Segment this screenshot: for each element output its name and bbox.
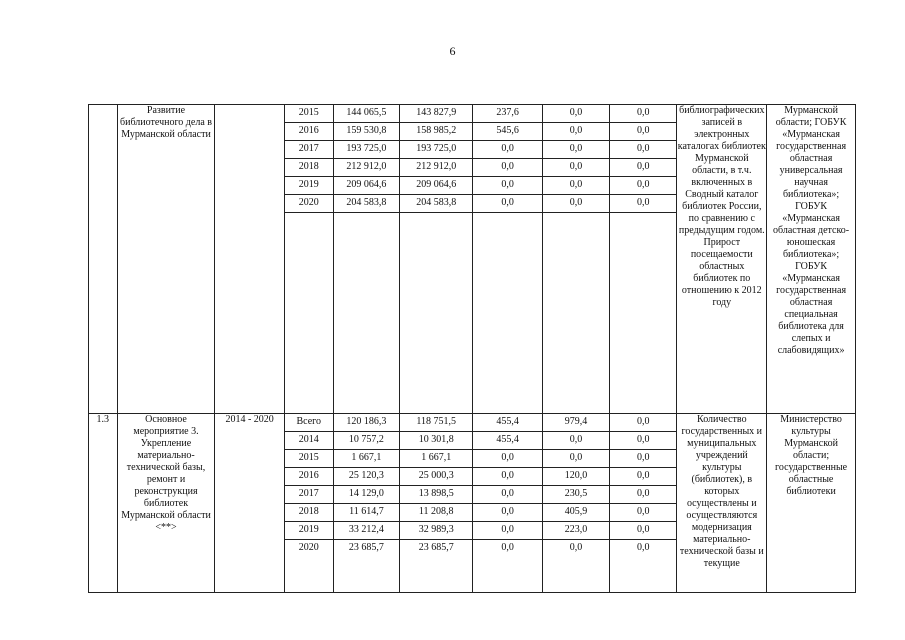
value-cell: 0,0 (473, 504, 542, 522)
value-cell: 0,0 (610, 468, 677, 486)
value-cell: 0,0 (542, 141, 609, 159)
value-cell: 0,0 (473, 177, 542, 195)
table-row (89, 414, 856, 432)
year-cell: 2020 (284, 195, 333, 213)
value-cell: 0,0 (610, 450, 677, 468)
value-cell: 143 827,9 (400, 105, 473, 123)
value-cell: 0,0 (610, 522, 677, 540)
value-cell: 0,0 (542, 450, 609, 468)
section-b-indicator: Количество государственных и муниципальных учреждений культуры (библиотек), в которых осуществлены и осуществляются модернизация материально-технической базы и текущие (677, 414, 767, 593)
value-cell: 23 685,7 (333, 540, 399, 593)
value-cell: 158 985,2 (400, 123, 473, 141)
value-cell: 118 751,5 (400, 414, 473, 432)
value-cell: 0,0 (610, 177, 677, 195)
section-a-executor: Мурманской области; ГОБУК «Мурманская государственная областная универсальная научная библиотека»; ГОБУК «Мурманская областная детско-юношеская библиотека»; ГОБУК «Мурманская государственная областная специальная библиотека для слепых и слабовидящих» (767, 105, 856, 414)
value-cell: 230,5 (542, 486, 609, 504)
value-cell: 0,0 (473, 195, 542, 213)
value-cell: 0,0 (473, 450, 542, 468)
value-cell: 0,0 (473, 159, 542, 177)
value-cell: 0,0 (473, 141, 542, 159)
section-a-period (215, 105, 284, 414)
year-cell: 2016 (284, 123, 333, 141)
value-cell: 11 208,8 (400, 504, 473, 522)
value-cell: 405,9 (542, 504, 609, 522)
year-cell: 2015 (284, 450, 333, 468)
year-cell: 2018 (284, 504, 333, 522)
year-cell: 2017 (284, 141, 333, 159)
value-cell: 11 614,7 (333, 504, 399, 522)
value-cell: 120 186,3 (333, 414, 399, 432)
value-cell: 212 912,0 (400, 159, 473, 177)
value-cell: 193 725,0 (333, 141, 399, 159)
value-cell: 0,0 (473, 468, 542, 486)
value-cell: 0,0 (542, 195, 609, 213)
value-cell: 204 583,8 (400, 195, 473, 213)
value-cell: 0,0 (610, 105, 677, 123)
value-cell: 0,0 (610, 141, 677, 159)
value-cell: 23 685,7 (400, 540, 473, 593)
section-b-period: 2014 - 2020 (215, 414, 284, 593)
row-number-cell: 1.3 (89, 414, 118, 593)
value-cell: 0,0 (610, 159, 677, 177)
year-cell: Всего (284, 414, 333, 432)
value-cell: 0,0 (542, 177, 609, 195)
value-cell: 120,0 (542, 468, 609, 486)
value-cell: 0,0 (610, 486, 677, 504)
value-cell: 32 989,3 (400, 522, 473, 540)
budget-table (88, 104, 856, 593)
value-cell: 159 530,8 (333, 123, 399, 141)
value-cell: 10 757,2 (333, 432, 399, 450)
value-cell: 209 064,6 (400, 177, 473, 195)
value-cell: 0,0 (473, 486, 542, 504)
section-b-executor: Министерство культуры Мурманской области; государственные областные библиотеки (767, 414, 856, 593)
value-cell: 0,0 (610, 432, 677, 450)
value-cell: 193 725,0 (400, 141, 473, 159)
value-cell: 455,4 (473, 432, 542, 450)
year-cell: 2016 (284, 468, 333, 486)
value-cell: 545,6 (473, 123, 542, 141)
value-cell: 0,0 (610, 504, 677, 522)
year-cell: 2018 (284, 159, 333, 177)
value-cell: 144 065,5 (333, 105, 399, 123)
value-cell: 0,0 (542, 105, 609, 123)
value-cell: 0,0 (542, 123, 609, 141)
page-number: 6 (449, 44, 456, 58)
section-b-name: Основное мероприятие 3. Укрепление материально-технической базы, ремонт и реконструкция библиотек Мурманской области <**> (117, 414, 215, 593)
year-cell: 2020 (284, 540, 333, 593)
value-cell: 10 301,8 (400, 432, 473, 450)
section-a-name: Развитие библиотечного дела в Мурманской области (117, 105, 215, 414)
value-cell: 13 898,5 (400, 486, 473, 504)
value-cell: 0,0 (542, 159, 609, 177)
value-cell: 204 583,8 (333, 195, 399, 213)
value-cell: 0,0 (610, 123, 677, 141)
value-cell: 0,0 (473, 522, 542, 540)
value-cell: 25 000,3 (400, 468, 473, 486)
value-cell: 1 667,1 (400, 450, 473, 468)
value-cell: 0,0 (542, 540, 609, 593)
value-cell: 33 212,4 (333, 522, 399, 540)
value-cell: 0,0 (610, 195, 677, 213)
value-cell: 0,0 (473, 540, 542, 593)
value-cell: 237,6 (473, 105, 542, 123)
year-cell: 2019 (284, 522, 333, 540)
value-cell: 209 064,6 (333, 177, 399, 195)
year-cell: 2015 (284, 105, 333, 123)
value-cell: 0,0 (542, 432, 609, 450)
value-cell: 25 120,3 (333, 468, 399, 486)
value-cell: 979,4 (542, 414, 609, 432)
value-cell: 1 667,1 (333, 450, 399, 468)
value-cell: 14 129,0 (333, 486, 399, 504)
value-cell: 212 912,0 (333, 159, 399, 177)
value-cell: 223,0 (542, 522, 609, 540)
year-cell: 2017 (284, 486, 333, 504)
value-cell: 0,0 (610, 540, 677, 593)
row-number-cell (89, 105, 118, 414)
section-a-indicator: библиографических записей в электронных каталогах библиотек Мурманской области, в т.ч. включенных в Сводный каталог библиотек России, по сравнению с предыдущим годом. Прирост посещаемости областных библиотек по отношению к 2012 году (677, 105, 767, 414)
year-cell: 2014 (284, 432, 333, 450)
table-row (89, 105, 856, 123)
value-cell: 455,4 (473, 414, 542, 432)
year-cell: 2019 (284, 177, 333, 195)
value-cell: 0,0 (610, 414, 677, 432)
